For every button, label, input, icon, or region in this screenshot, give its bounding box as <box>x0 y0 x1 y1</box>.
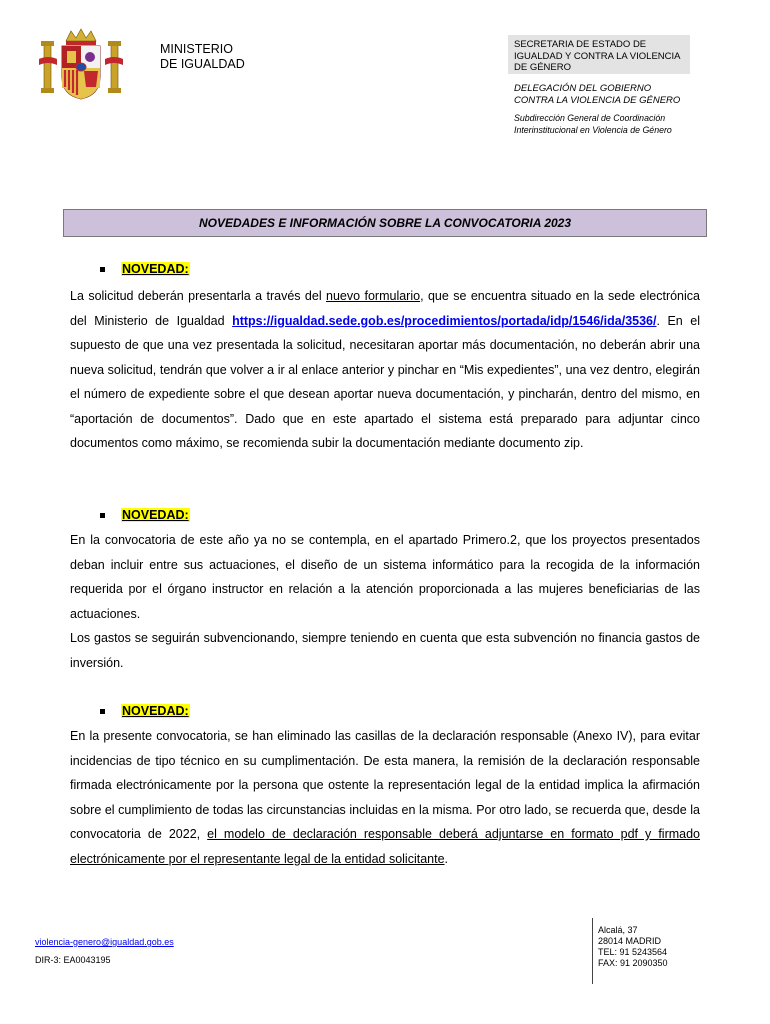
novedad-label: NOVEDAD: <box>122 508 189 522</box>
address-line: 28014 MADRID <box>598 936 662 946</box>
section-1-paragraph <box>70 284 700 456</box>
footer-email-link[interactable]: violencia-genero@igualdad.gob.es <box>35 937 174 947</box>
section-2-paragraph-1: En la convocatoria de este año ya no se contempla, en el apartado Primero.2, que los proyectos presentados deban incluir entre sus actuaciones, el diseño de un sistema informático para la recogida de la información requerida por el órgano instructor en relación a la atención proporcionada a las mujeres beneficiarias de las actuaciones. <box>70 533 700 621</box>
title-banner <box>63 209 707 237</box>
sede-electronica-link[interactable]: https://igualdad.sede.gob.es/procedimientos/portada/idp/1546/ida/3536/ <box>232 313 657 328</box>
delegacion-line: CONTRA LA VIOLENCIA DE GÉNERO <box>514 94 681 106</box>
ministry-line-2: DE IGUALDAD <box>160 57 245 71</box>
secretaria-line: DE GÉNERO <box>514 62 572 73</box>
section-1-heading <box>100 262 190 276</box>
section-2-paragraph-2: Los gastos se seguirán subvencionando, siempre teniendo en cuenta que esta subvención no financia gastos de inversión. <box>70 631 700 670</box>
text-segment: . <box>444 851 449 866</box>
secretaria-text <box>514 39 680 74</box>
declaracion-note: el modelo de declaración responsable deberá adjuntarse en formato pdf y firmado electrónicamente por el representante legal de la entidad solicitante <box>70 827 701 866</box>
document-title: NOVEDADES E INFORMACIÓN SOBRE LA CONVOCATORIA 2023 <box>198 216 572 230</box>
footer-address <box>598 925 668 969</box>
novedad-label: NOVEDAD: <box>122 262 189 276</box>
ministry-line-1: MINISTERIO <box>160 42 233 56</box>
subdireccion-line: Subdirección General de Coordinación <box>514 113 666 123</box>
subdireccion-text <box>514 113 672 136</box>
section-2-heading <box>100 508 190 522</box>
delegacion-text <box>514 83 680 106</box>
text-segment: En la presente convocatoria, se han eliminado las casillas de la declaración responsable (Anexo IV), para evitar incidencias de tipo técnico en su cumplimentación. De esta manera, la remisión de la declaración responsable firmada electrónicamente por la persona que ostente la representación legal de la entidad implica la afirmación sobre el cumplimiento de todas las circunstancias incluidas en la misma. Por otro lado, se recuerda que, desde la convocatoria de 2022, <box>70 729 700 841</box>
delegacion-line: DELEGACIÓN DEL GOBIERNO <box>514 83 652 94</box>
footer-divider <box>592 918 593 984</box>
address-line: Alcalá, 37 <box>598 925 638 935</box>
secretaria-line: IGUALDAD Y CONTRA LA VIOLENCIA <box>514 50 681 62</box>
nuevo-formulario-text: nuevo formulario <box>326 289 421 303</box>
novedad-label: NOVEDAD: <box>122 704 189 718</box>
address-line: FAX: 91 2090350 <box>598 958 668 968</box>
bullet-icon <box>100 513 105 518</box>
ministry-name <box>160 42 245 72</box>
section-3-paragraph <box>70 724 700 871</box>
coat-of-arms-icon <box>38 27 124 101</box>
bullet-icon <box>100 267 105 272</box>
section-3-heading <box>100 704 190 718</box>
text-segment: . En el supuesto de que una vez presentada la solicitud, necesitaran aportar más documentación, no deberán abrir una nueva solicitud, tendrán que volver a ir al enlace anterior y pinchar en “Mis expedientes”, una vez dentro, elegirán el número de expediente sobre el que desean aportar nueva documentación, y pincharán, dentro del mismo, en “aportación de documentos”. Dado que en este apartado el sistema está preparado para adjuntar cinco documentos como máximo, se recomienda subir la documentación mediante documento zip. <box>70 313 700 450</box>
text-segment: , que se encuentra situado en la sede electrónica del Ministerio de Igualdad <box>70 289 700 328</box>
subdireccion-line: Interinstitucional en Violencia de Género <box>514 124 672 135</box>
address-line: TEL: 91 5243564 <box>598 947 668 957</box>
bullet-icon <box>100 709 105 714</box>
text-segment: La solicitud deberán presentarla a través del <box>70 289 327 303</box>
secretaria-line: SECRETARIA DE ESTADO DE <box>514 39 647 50</box>
footer-dir3: DIR-3: EA0043195 <box>35 955 111 965</box>
